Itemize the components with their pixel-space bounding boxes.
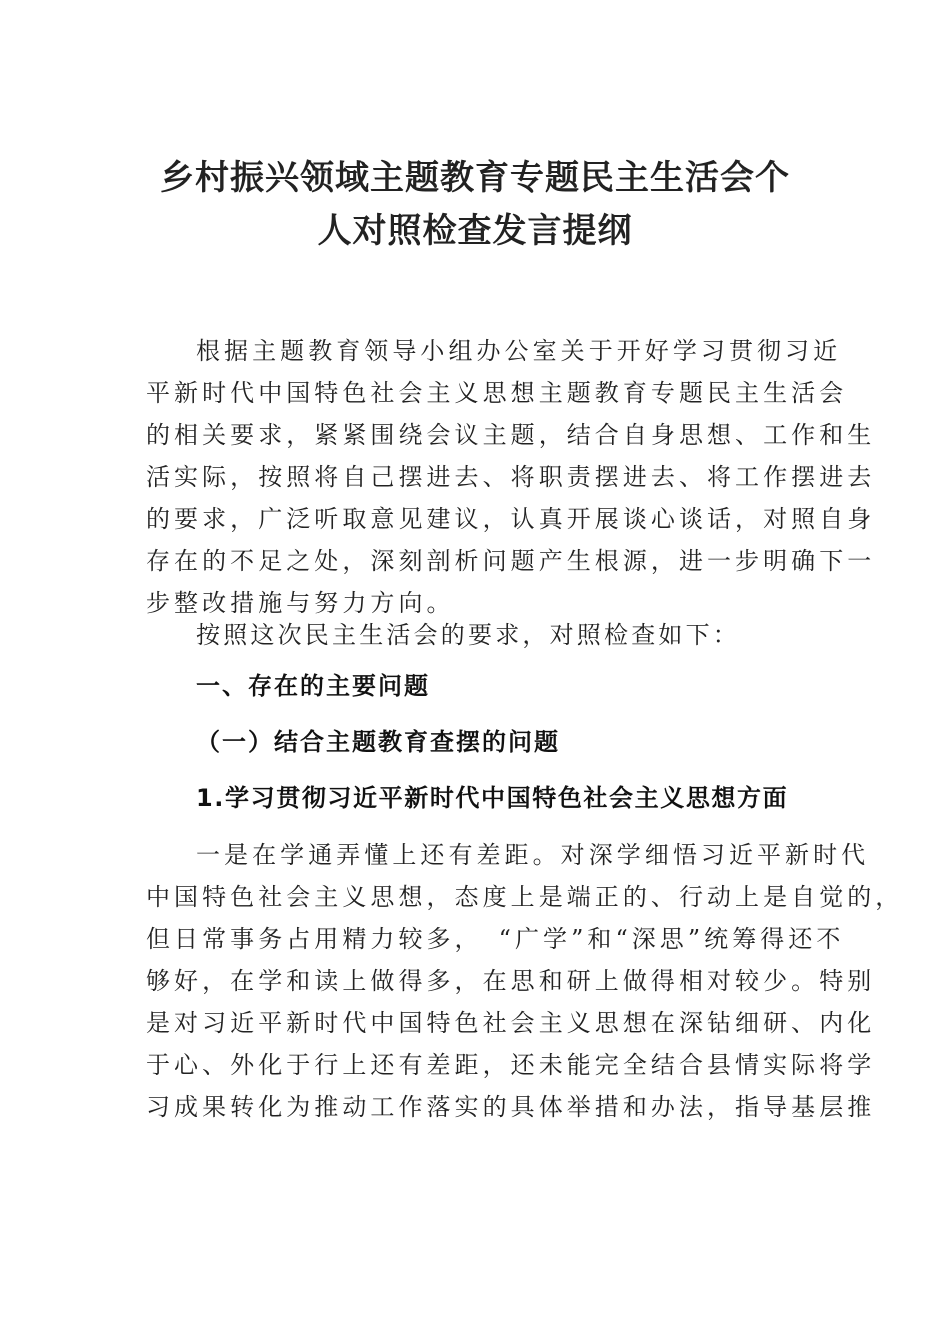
document-title-line-1: 乡村振兴领域主题教育专题民主生活会个 — [160, 158, 790, 198]
intro-line: 的相关要求，紧紧围绕会议主题，结合自身思想、工作和生 — [146, 421, 876, 449]
section-heading: 一、存在的主要问题 — [196, 672, 430, 700]
intro-paragraph — [146, 330, 876, 624]
subsection-heading: （一）结合主题教育查摆的问题 — [196, 728, 560, 756]
follow-line: 按照这次民主生活会的要求，对照检查如下： — [196, 621, 740, 649]
intro-line: 存在的不足之处，深刻剖析问题产生根源，进一步明确下一 — [146, 547, 876, 575]
detail-line: 够好，在学和读上做得多，在思和研上做得相对较少。特别 — [146, 967, 876, 995]
detail-line: 习成果转化为推动工作落实的具体举措和办法，指导基层推 — [146, 1093, 876, 1121]
follow-paragraph — [146, 614, 811, 656]
intro-line: 平新时代中国特色社会主义思想主题教育专题民主生活会 — [146, 379, 848, 407]
detail-paragraph — [146, 834, 904, 1128]
detail-line: 于心、外化于行上还有差距，还未能完全结合县情实际将学 — [146, 1051, 876, 1079]
detail-line: 中国特色社会主义思想，态度上是端正的、行动上是自觉的， — [146, 883, 904, 911]
item-heading: 1.学习贯彻习近平新时代中国特色社会主义思想方面 — [196, 784, 789, 812]
detail-line: 但日常事务占用精力较多， “广学”和“深思”统筹得还不 — [146, 925, 845, 953]
intro-line: 步整改措施与努力方向。 — [146, 589, 455, 617]
detail-line: 一是在学通弄懂上还有差距。对深学细悟习近平新时代 — [196, 841, 870, 869]
detail-line: 是对习近平新时代中国特色社会主义思想在深钻细研、内化 — [146, 1009, 876, 1037]
intro-line: 的要求，广泛听取意见建议，认真开展谈心谈话，对照自身 — [146, 505, 876, 533]
intro-line: 活实际，按照将自己摆进去、将职责摆进去、将工作摆进去 — [146, 463, 876, 491]
intro-line: 根据主题教育领导小组办公室关于开好学习贯彻习近 — [196, 337, 842, 365]
document-title-line-2: 人对照检查发言提纲 — [317, 211, 633, 251]
